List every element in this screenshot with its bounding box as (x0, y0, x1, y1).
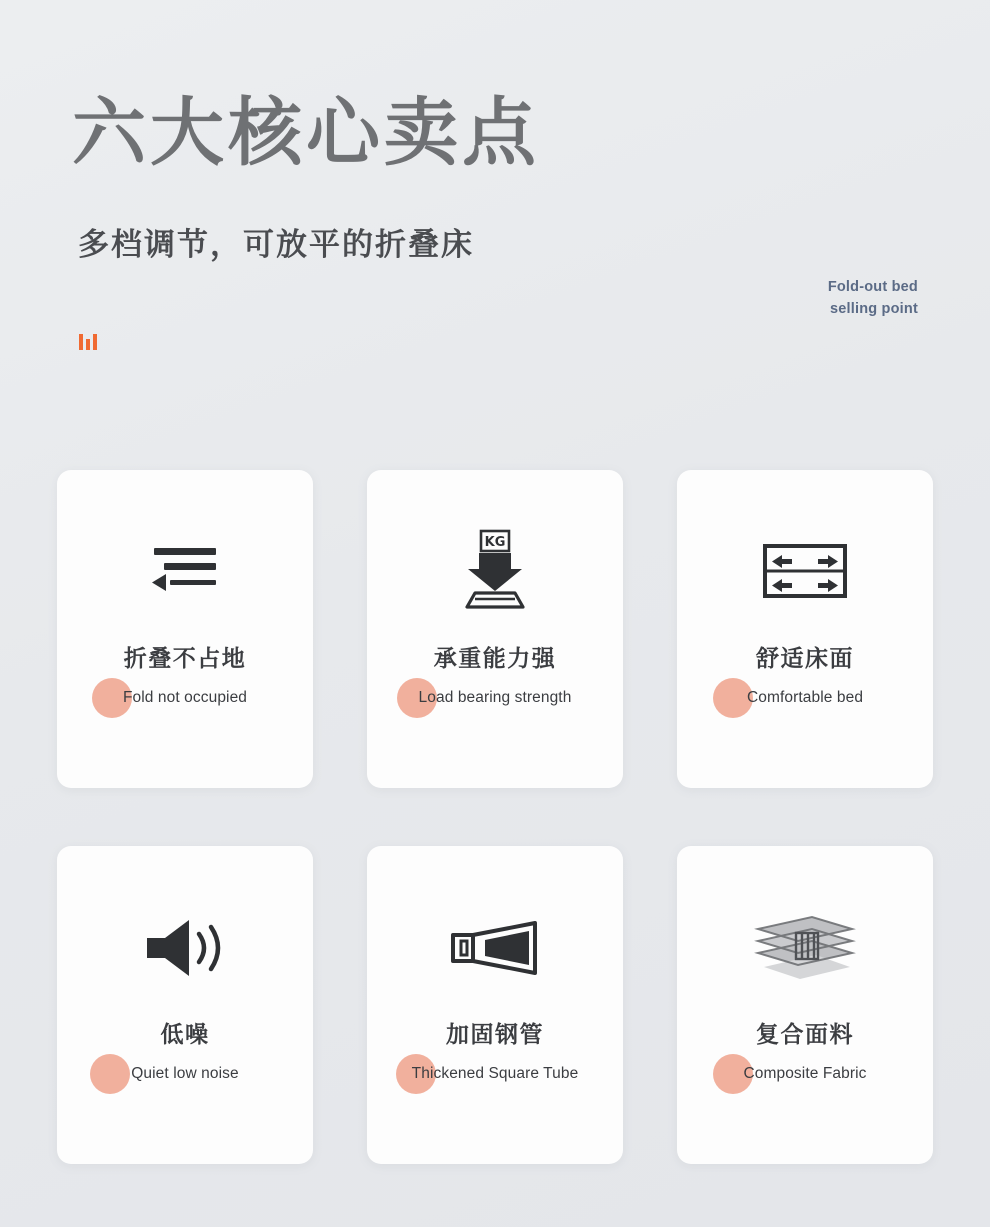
layered-fabric-icon (677, 898, 933, 998)
svg-text:KG: KG (484, 535, 506, 550)
feature-card-steel-tube[interactable] (367, 846, 623, 1164)
feature-card-load[interactable] (367, 470, 623, 788)
feature-title-en: Composite Fabric (743, 1065, 867, 1082)
feature-title-en: Comfortable bed (746, 689, 864, 706)
feature-grid (57, 470, 933, 1164)
accent-dash-bar-3 (93, 334, 97, 350)
accent-dash-bar-1 (79, 334, 83, 350)
feature-subtitle-row (57, 1054, 313, 1098)
feature-subtitle-row (367, 678, 623, 722)
speaker-sound-icon (57, 898, 313, 998)
accent-dash-icon (79, 334, 97, 350)
feature-title-en: Fold not occupied (122, 689, 248, 706)
feature-title-en: Load bearing strength (418, 689, 572, 706)
feature-title-cn: 复合面料 (756, 1022, 854, 1048)
feature-title-cn: 加固钢管 (446, 1022, 544, 1048)
english-note-line-2: selling point (830, 301, 918, 318)
feature-subtitle-row (677, 678, 933, 722)
english-note (768, 276, 918, 321)
feature-subtitle-row (677, 1054, 933, 1098)
feature-card-fabric[interactable] (677, 846, 933, 1164)
bed-width-arrows-icon (677, 522, 933, 622)
feature-subtitle-row (367, 1054, 623, 1098)
feature-title-cn: 低噪 (160, 1022, 210, 1048)
square-steel-tube-icon (367, 898, 623, 998)
accent-dash-bar-2 (86, 339, 90, 350)
feature-title-en: Thickened Square Tube (411, 1065, 579, 1082)
page-title: 六大核心卖点 (72, 90, 540, 176)
feature-title-cn: 折叠不占地 (123, 646, 247, 672)
fold-lines-arrow-icon (57, 522, 313, 622)
feature-card-fold[interactable] (57, 470, 313, 788)
kg-load-arrow-icon (367, 522, 623, 622)
feature-subtitle-row (57, 678, 313, 722)
feature-title-en: Quiet low noise (131, 1065, 239, 1082)
page-subtitle: 多档调节，可放平的折叠床 (78, 227, 474, 263)
english-note-line-1: Fold-out bed (827, 279, 918, 295)
feature-title-cn: 舒适床面 (756, 646, 854, 672)
feature-card-quiet[interactable] (57, 846, 313, 1164)
feature-card-comfort[interactable] (677, 470, 933, 788)
feature-title-cn: 承重能力强 (433, 646, 557, 672)
